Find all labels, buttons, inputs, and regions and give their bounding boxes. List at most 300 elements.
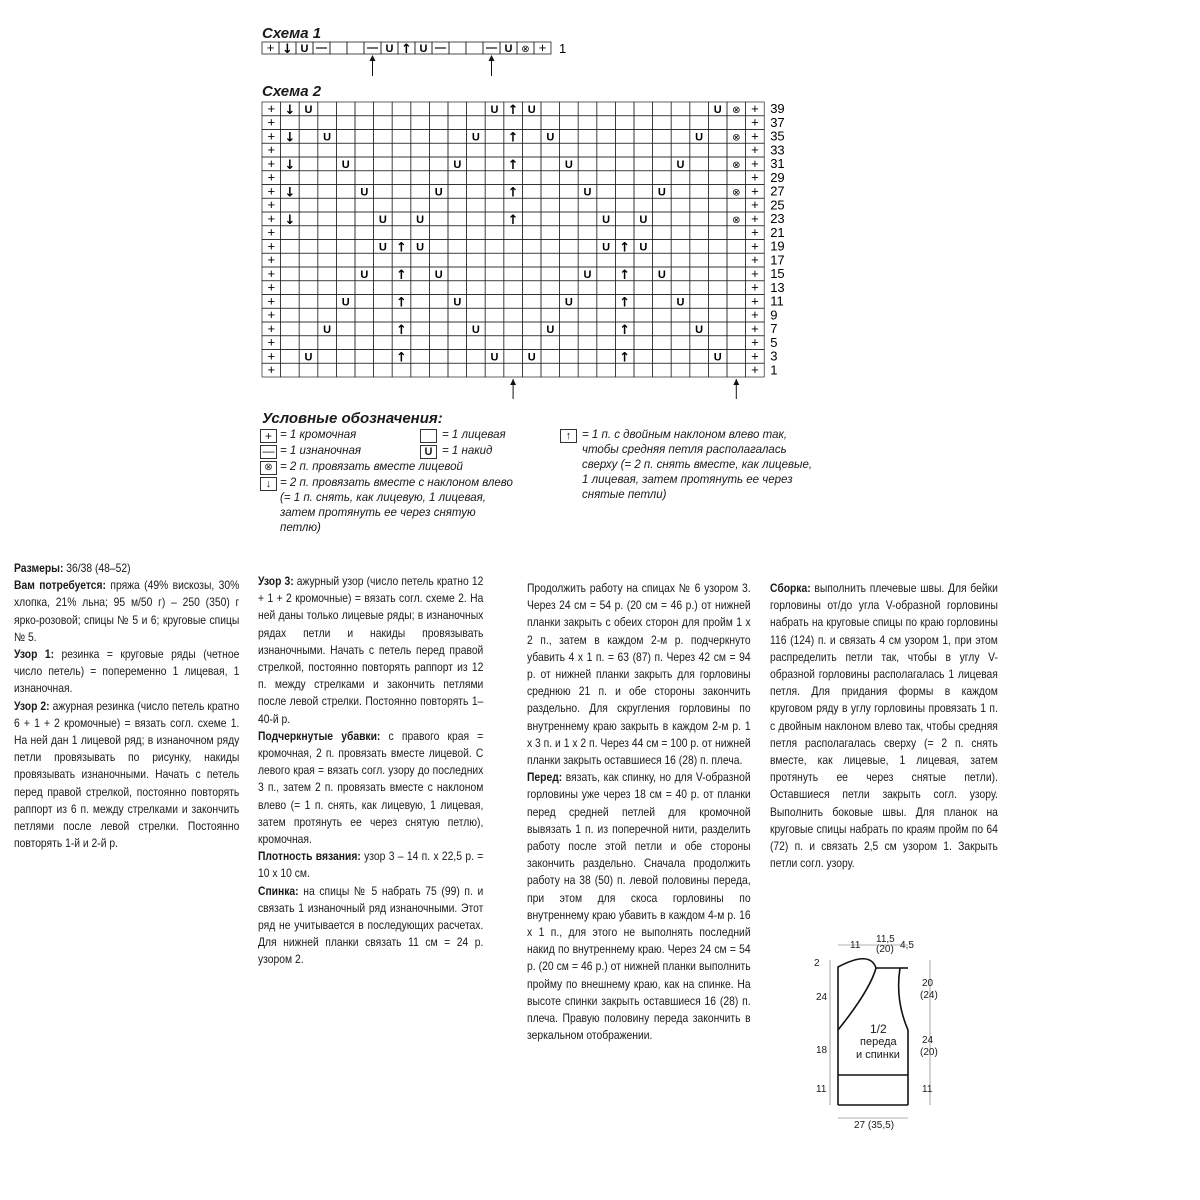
schema2-cell <box>448 240 467 254</box>
arrow-up-icon: ↑ <box>507 185 519 201</box>
dim-top-mid: 11,5 <box>876 934 895 945</box>
schema2-cell <box>615 130 634 144</box>
schema2-cell <box>578 253 597 267</box>
edge-stitch: + <box>751 293 759 309</box>
schema2-cell <box>448 226 467 240</box>
schema2-cell <box>392 157 411 171</box>
k2tog-icon: ⊗ <box>732 187 741 199</box>
schema2-cell <box>578 116 597 130</box>
schema2-row-label: 39 <box>770 101 785 116</box>
schema2-cell <box>541 157 560 171</box>
paragraph-heading: Перед: <box>527 770 563 785</box>
schema2-cell <box>522 143 541 157</box>
schema2-cell <box>281 267 300 281</box>
dim-right-3: 11 <box>922 1084 933 1095</box>
paragraph <box>14 646 239 698</box>
schema2-cell <box>504 281 523 295</box>
schema2-cell <box>522 322 541 336</box>
schema2-cell <box>615 102 634 116</box>
schema1-cell <box>347 42 364 54</box>
yarnover-icon: U <box>420 445 437 459</box>
yarnover: U <box>304 351 313 364</box>
schema2-cell <box>392 130 411 144</box>
schema2-cell <box>374 157 393 171</box>
arrow-down-icon: ↓ <box>284 185 296 201</box>
schema2-cell <box>504 267 523 281</box>
schema2-cell <box>485 171 504 185</box>
schema2-cell <box>522 281 541 295</box>
yarnover: U <box>564 296 573 309</box>
schema1-cell <box>330 42 347 54</box>
arrow-up-icon: ↑ <box>396 267 407 283</box>
schema2-cell <box>355 322 374 336</box>
schema2-cell <box>411 102 430 116</box>
schema2-cell <box>541 295 560 309</box>
schema2-cell <box>522 240 541 254</box>
schema2-cell <box>597 226 616 240</box>
schema2-cell <box>597 102 616 116</box>
schema2-cell <box>429 116 448 130</box>
schema2-cell <box>671 130 690 144</box>
schema2-cell <box>429 253 448 267</box>
schema2-cell <box>485 322 504 336</box>
schema2-cell <box>671 308 690 322</box>
schema2-cell <box>485 198 504 212</box>
schema2-cell <box>597 116 616 130</box>
schema2-cell <box>690 116 709 130</box>
arrow-up-icon: ↑ <box>507 212 519 228</box>
yarnover: U <box>304 103 313 116</box>
schema2-cell <box>634 157 653 171</box>
schema2-cell <box>578 143 597 157</box>
schema2-cell <box>727 240 746 254</box>
schema2-cell <box>690 350 709 364</box>
schema2-cell <box>318 212 337 226</box>
schema2-cell <box>708 171 727 185</box>
edge-stitch: + <box>751 362 759 378</box>
schema2-cell <box>281 253 300 267</box>
schema2-cell <box>615 171 634 185</box>
schema2-cell <box>653 116 672 130</box>
schema2-cell <box>690 185 709 199</box>
schema2-cell <box>634 102 653 116</box>
schema2-cell <box>411 295 430 309</box>
arrow-up-icon: ↑ <box>396 322 407 338</box>
yarnover: U <box>323 323 332 336</box>
schema2-row-label: 13 <box>770 279 785 295</box>
schema2-cell <box>299 116 318 130</box>
schema2-cell <box>690 157 709 171</box>
edge-stitch: + <box>267 197 276 213</box>
schema2-cell <box>485 253 504 267</box>
edge-stitch: + <box>267 293 276 309</box>
schema2-cell <box>541 308 560 322</box>
schema2-title: Схема 2 <box>262 83 322 100</box>
schema2-cell <box>448 130 467 144</box>
schema2-cell <box>690 253 709 267</box>
schema2-cell <box>653 198 672 212</box>
schema2-cell <box>671 253 690 267</box>
schema2-cell <box>653 363 672 377</box>
schema2-cell <box>653 212 672 226</box>
yarnover: U <box>639 241 648 254</box>
schema2-cell <box>653 130 672 144</box>
schema2-cell <box>560 363 579 377</box>
schema2-cell <box>522 185 541 199</box>
schema2-cell <box>374 267 393 281</box>
schema2-cell <box>522 308 541 322</box>
schema2-cell <box>597 336 616 350</box>
schema2-cell <box>485 116 504 130</box>
schema2-cell <box>708 253 727 267</box>
schema2-cell <box>485 143 504 157</box>
yarnover: U <box>504 43 513 55</box>
schema2-cell <box>429 171 448 185</box>
schema2-cell <box>336 281 355 295</box>
schema2-cell <box>318 281 337 295</box>
garment-pattern <box>810 930 950 1135</box>
schema2-cell <box>690 171 709 185</box>
schema2-cell <box>299 198 318 212</box>
paragraph-body: узор 3 – 14 п. х 22,5 р. = 10 х 10 см. <box>258 849 484 881</box>
schema2-cell <box>392 102 411 116</box>
rapport-arrow-head <box>733 379 739 385</box>
schema2-cell <box>485 185 504 199</box>
schema2-cell <box>411 116 430 130</box>
yarnover: U <box>713 103 722 116</box>
schema2-cell <box>467 116 486 130</box>
arrow-down-icon: ↓ <box>284 130 296 146</box>
paragraph-heading: Спинка: <box>258 883 299 898</box>
schema2-cell <box>299 143 318 157</box>
schema2-cell <box>727 336 746 350</box>
schema1-cell <box>466 42 483 54</box>
dim-top-left: 11 <box>850 940 861 951</box>
schema2-cell <box>281 350 300 364</box>
schema2-cell <box>318 171 337 185</box>
schema2-cell <box>653 295 672 309</box>
edge-stitch: + <box>751 334 759 350</box>
schema2-cell <box>690 198 709 212</box>
arrow-up-icon: ↑ <box>401 42 412 57</box>
schema2-cell <box>355 212 374 226</box>
schema2-cell <box>355 295 374 309</box>
schema2-cell <box>392 171 411 185</box>
schema2-cell <box>504 308 523 322</box>
schema2-cell <box>467 240 486 254</box>
yarnover: U <box>676 296 685 309</box>
schema2-cell <box>578 295 597 309</box>
paragraph <box>770 580 998 872</box>
schema2-cell <box>299 336 318 350</box>
schema2-cell <box>634 267 653 281</box>
schema2-cell <box>522 212 541 226</box>
arrow-down-icon: ↓ <box>284 157 296 173</box>
schema2-cell <box>671 116 690 130</box>
schema2-cell <box>578 240 597 254</box>
schema2-cell <box>671 102 690 116</box>
schema2-cell <box>541 350 560 364</box>
schema2-cell <box>522 157 541 171</box>
rapport-arrow-head <box>370 55 376 61</box>
edge-stitch: + <box>267 155 276 171</box>
legend-item-purl: — = 1 изнаночная <box>260 444 430 459</box>
schema1-grid <box>260 40 580 80</box>
schema2-cell <box>597 157 616 171</box>
schema2-cell <box>615 198 634 212</box>
dim-bottom: 27 (35,5) <box>854 1120 895 1131</box>
schema2-cell <box>336 116 355 130</box>
schema2-cell <box>448 350 467 364</box>
dim-right-2: 24 <box>922 1035 934 1046</box>
yarnover: U <box>378 213 387 226</box>
paragraph <box>14 577 239 646</box>
paragraph-body: выполнить плечевые швы. Для бейки горловины от/до угла V-образной горловины набрать на круговые спицы по краю горловины 116 (124) п. и связать 4 см узором 1, при этом распределить петли так, чтобы в углу V-образной горловины располагалась 1 лицевая петля. Для придания формы в каждом круговом ряду в углу горловины провязать 1 п. с двойным наклоном влево так, чтобы средняя петля располагалась сверху (= 2 п. снять вместе, как лицевые, 1 лицевая, затем протянуть ее через снятые петли). Оставшиеся петли закрыть согл. узору. Выполнить боковые швы. Для планок на круговые спицы набрать по краям пройм по 64 (72) п. и связать 2,5 см узором 1. Закрыть петли согл. узору. <box>770 581 998 871</box>
schema2-cell <box>578 350 597 364</box>
schema2-cell <box>392 185 411 199</box>
schema2-cell <box>653 171 672 185</box>
edge-stitch: + <box>267 210 276 226</box>
schema2-cell <box>429 143 448 157</box>
schema2-row-label: 5 <box>770 334 778 350</box>
arrow-down-icon: ↓ <box>284 212 296 228</box>
edge-stitch: + <box>267 100 276 116</box>
schema2-cell <box>504 295 523 309</box>
dim-top-right: 4,5 <box>900 940 914 951</box>
schema2-cell <box>355 157 374 171</box>
schema2-cell <box>467 102 486 116</box>
yarnover: U <box>360 268 369 281</box>
text-column-2 <box>258 573 483 969</box>
schema2-cell <box>336 130 355 144</box>
schema2-cell <box>597 363 616 377</box>
edge-stitch: + <box>751 307 759 323</box>
schema2-cell <box>541 363 560 377</box>
yarnover: U <box>546 323 555 336</box>
schema2-cell <box>299 322 318 336</box>
schema2-cell <box>355 226 374 240</box>
edge-stitch: + <box>267 252 276 268</box>
dim-right-2b: (20) <box>920 1047 938 1058</box>
edge-stitch: + <box>751 252 759 268</box>
paragraph-body: ажурный узор (число петель кратно 12 + 1 + 2 кромочные) = вязать согл. схеме 2. На ней даны только лицевые ряды; в изнаночных рядах петли и накиды провязывать изнаночными. Начать с петель перед правой стрелкой, постоянно повторять раппорт из 12 п. между стрелками и закончить петлями после левой стрелки. Постоянно повторять 1–40-й р. <box>258 574 484 726</box>
schema2-cell <box>560 143 579 157</box>
schema2-cell <box>485 240 504 254</box>
schema2-cell <box>560 116 579 130</box>
schema2-cell <box>615 157 634 171</box>
schema2-cell <box>504 322 523 336</box>
schema2-cell <box>429 212 448 226</box>
schema2-cell <box>429 157 448 171</box>
schema2-cell <box>578 226 597 240</box>
schema2-cell <box>634 350 653 364</box>
edge-stitch: + <box>751 210 759 226</box>
text-column-4 <box>770 580 998 872</box>
schema2-cell <box>597 253 616 267</box>
schema2-cell <box>485 336 504 350</box>
schema2-cell <box>560 212 579 226</box>
schema2-cell <box>485 157 504 171</box>
schema2-cell <box>597 171 616 185</box>
schema2-cell <box>374 308 393 322</box>
schema2-cell <box>448 212 467 226</box>
schema2-cell <box>318 143 337 157</box>
schema2-cell <box>708 322 727 336</box>
schema2-cell <box>429 363 448 377</box>
schema2-cell <box>541 185 560 199</box>
k2tog-icon: ⊗ <box>521 44 530 55</box>
schema2-cell <box>690 363 709 377</box>
schema2-cell <box>355 253 374 267</box>
schema2-cell <box>411 130 430 144</box>
schema2-cell <box>671 212 690 226</box>
arrow-up-icon: ↑ <box>619 295 631 311</box>
schema2-cell <box>727 143 746 157</box>
schema2-cell <box>578 130 597 144</box>
schema2-cell <box>653 322 672 336</box>
yarnover: U <box>490 351 499 364</box>
schema2-cell <box>411 350 430 364</box>
schema2-cell <box>429 281 448 295</box>
schema2-cell <box>522 130 541 144</box>
schema2-cell <box>597 281 616 295</box>
schema2-cell <box>578 212 597 226</box>
yarnover: U <box>676 158 685 171</box>
schema2-row-label: 35 <box>770 128 785 144</box>
schema2-cell <box>690 102 709 116</box>
schema2-cell <box>318 116 337 130</box>
schema2-cell <box>653 102 672 116</box>
schema2-cell <box>541 281 560 295</box>
schema2-cell <box>467 295 486 309</box>
schema2-cell <box>541 253 560 267</box>
schema2-cell <box>355 116 374 130</box>
schema2-cell <box>634 130 653 144</box>
schema2-cell <box>560 240 579 254</box>
schema2-cell <box>318 185 337 199</box>
schema2-cell <box>448 267 467 281</box>
edge-stitch: + <box>267 279 276 295</box>
schema2-cell <box>690 212 709 226</box>
schema2-row-label: 9 <box>770 307 778 323</box>
paragraph-body: на спицы № 5 набрать 75 (99) п. и связать 1 изнаночный ряд изнаночными. Этот ряд не учитывается в последующих расчетах. Для нижней планки связать 11 см = 24 р. узором 2. <box>258 883 484 967</box>
schema1-cell <box>449 42 466 54</box>
paragraph <box>527 769 751 1044</box>
yarnover: U <box>546 131 555 144</box>
schema2-cell <box>448 336 467 350</box>
schema2-cell <box>448 281 467 295</box>
paragraph-heading: Узор 2: <box>14 698 50 713</box>
schema2-cell <box>708 226 727 240</box>
schema2-cell <box>448 253 467 267</box>
schema2-cell <box>429 336 448 350</box>
schema2-cell <box>281 281 300 295</box>
schema2-cell <box>485 267 504 281</box>
schema2-cell <box>634 322 653 336</box>
schema2-cell <box>374 226 393 240</box>
schema2-cell <box>708 363 727 377</box>
schema2-cell <box>281 363 300 377</box>
schema2-cell <box>318 253 337 267</box>
edge-stitch: + <box>751 100 759 116</box>
schema2-cell <box>615 185 634 199</box>
legend <box>260 428 840 548</box>
schema2-cell <box>560 308 579 322</box>
schema2-cell <box>336 322 355 336</box>
schema2-cell <box>560 350 579 364</box>
schema2-cell <box>281 322 300 336</box>
edge-stitch-icon: + <box>260 429 277 443</box>
edge-stitch: + <box>751 155 759 171</box>
schema2-cell <box>485 281 504 295</box>
yarnover: U <box>419 43 428 55</box>
schema2-cell <box>690 267 709 281</box>
text-column-1 <box>14 560 239 852</box>
schema2-cell <box>597 350 616 364</box>
schema2-cell <box>429 102 448 116</box>
arrow-up-icon: ↑ <box>507 130 519 146</box>
paragraph-heading: Плотность вязания: <box>258 849 361 864</box>
schema2-cell <box>597 185 616 199</box>
schema2-cell <box>522 363 541 377</box>
schema2-cell <box>429 295 448 309</box>
schema2-cell <box>299 171 318 185</box>
yarnover: U <box>527 103 536 116</box>
paragraph-body: 36/38 (48–52) <box>63 561 131 575</box>
schema2-cell <box>448 198 467 212</box>
schema2-cell <box>671 350 690 364</box>
schema2-row-label: 11 <box>770 293 784 309</box>
schema2-cell <box>634 295 653 309</box>
schema2-cell <box>671 240 690 254</box>
yarnover: U <box>434 186 443 199</box>
schema2-cell <box>448 116 467 130</box>
schema2-cell <box>281 240 300 254</box>
schema2-cell <box>336 198 355 212</box>
yarnover: U <box>657 268 666 281</box>
schema2-cell <box>653 336 672 350</box>
schema2-cell <box>336 143 355 157</box>
schema2-cell <box>336 336 355 350</box>
schema2-cell <box>355 171 374 185</box>
arrow-up-icon: ↑ <box>619 322 631 338</box>
schema2-cell <box>467 363 486 377</box>
schema2-cell <box>690 295 709 309</box>
schema2-cell <box>690 308 709 322</box>
schema2-cell <box>727 295 746 309</box>
schema2-cell <box>597 143 616 157</box>
paragraph-heading: Размеры: <box>14 561 64 575</box>
schema2-cell <box>504 363 523 377</box>
schema2-row-label: 27 <box>770 183 785 199</box>
schema2-cell <box>355 198 374 212</box>
k2tog-icon: ⊗ <box>732 104 741 116</box>
arrow-up-icon: ↑ <box>619 240 631 256</box>
schema2-cell <box>578 322 597 336</box>
rapport-arrow-head <box>489 55 495 61</box>
schema2-cell <box>690 336 709 350</box>
schema2-cell <box>727 226 746 240</box>
schema2-cell <box>634 363 653 377</box>
schema2-cell <box>299 267 318 281</box>
schema2-cell <box>299 363 318 377</box>
yarnover: U <box>583 186 592 199</box>
schema2-cell <box>671 267 690 281</box>
schema2-cell <box>299 212 318 226</box>
schema2-cell <box>727 281 746 295</box>
edge-stitch: + <box>751 128 759 144</box>
schema2-cell <box>429 198 448 212</box>
